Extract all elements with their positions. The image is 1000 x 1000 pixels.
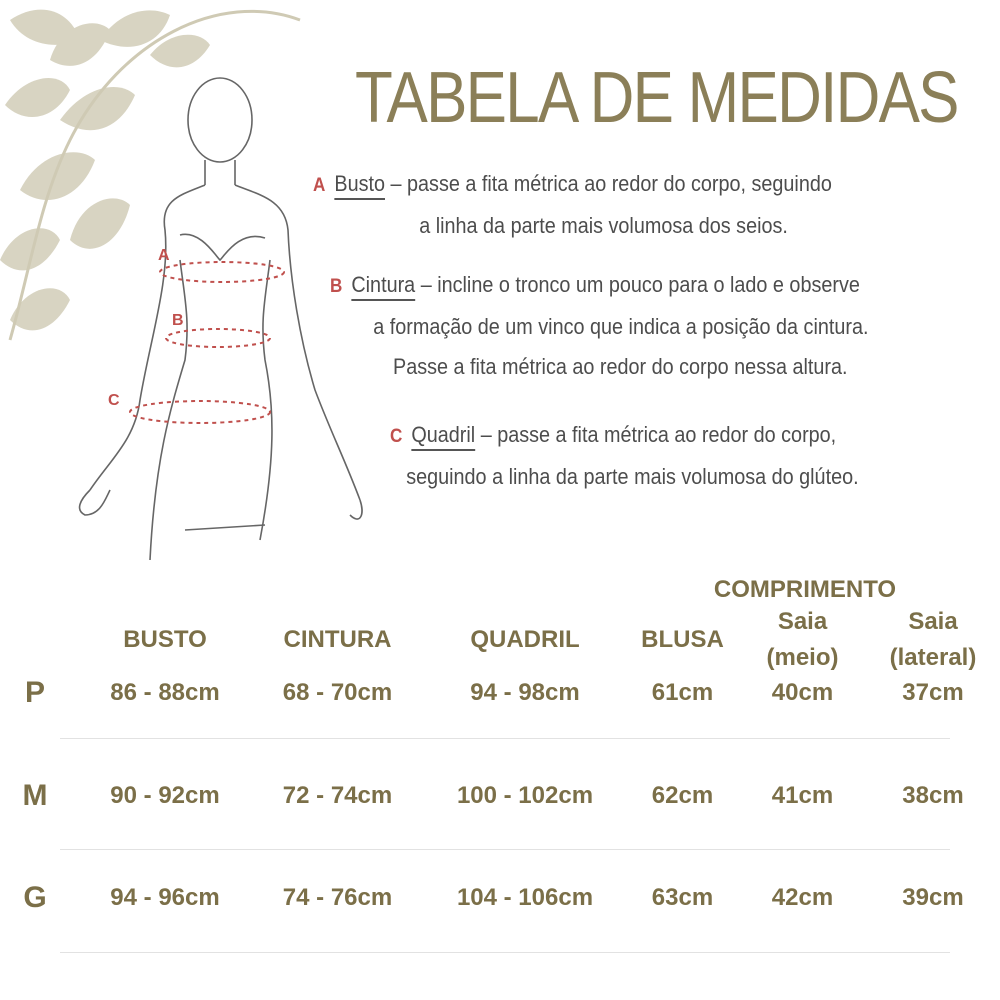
table-cell: 63cm bbox=[651, 884, 714, 911]
measure-c bbox=[390, 415, 859, 497]
row-divider bbox=[60, 738, 950, 739]
header-saia-lateral-line1: Saia bbox=[908, 608, 958, 635]
measure-letter: C bbox=[390, 426, 403, 447]
measure-text: – passe a fita métrica ao redor do corpo, seguindo bbox=[385, 171, 832, 196]
header-blusa: BLUSA bbox=[641, 626, 724, 653]
table-cell: 37cm bbox=[902, 679, 964, 706]
measure-a bbox=[313, 164, 832, 246]
measure-text: a linha da parte mais volumosa dos seios. bbox=[419, 213, 788, 238]
table-cell: 104 - 106cm bbox=[456, 884, 594, 911]
header-saia-lateral bbox=[872, 604, 994, 676]
header-saia-meio bbox=[745, 604, 860, 676]
header-comprimento: COMPRIMENTO bbox=[713, 576, 897, 603]
measure-text: – passe a fita métrica ao redor do corpo, bbox=[475, 422, 837, 447]
measure-term: Cintura bbox=[351, 272, 416, 297]
figure-label-c: C bbox=[108, 392, 120, 409]
header-busto: BUSTO bbox=[123, 626, 207, 653]
measure-term: Busto bbox=[334, 171, 385, 196]
row-divider bbox=[60, 849, 950, 850]
table-cell: 94 - 98cm bbox=[470, 679, 580, 706]
measure-letter: A bbox=[313, 175, 326, 196]
table-cell: 90 - 92cm bbox=[110, 782, 220, 809]
header-saia-meio-line1: Saia bbox=[777, 608, 828, 635]
table-cell: 68 - 70cm bbox=[282, 679, 393, 706]
size-label: P bbox=[24, 676, 45, 709]
table-cell: 39cm bbox=[902, 884, 964, 911]
table-cell: 40cm bbox=[771, 679, 834, 706]
size-label: G bbox=[23, 881, 47, 914]
header-saia-meio-line2: (meio) bbox=[766, 644, 839, 671]
table-cell: 41cm bbox=[771, 782, 834, 809]
table-cell: 94 - 96cm bbox=[110, 884, 220, 911]
size-label: M bbox=[22, 779, 48, 812]
measure-text: Passe a fita métrica ao redor do corpo nessa altura. bbox=[393, 354, 848, 379]
table-cell: 86 - 88cm bbox=[110, 679, 220, 706]
measure-text: seguindo a linha da parte mais volumosa do glúteo. bbox=[406, 464, 859, 489]
measure-term: Quadril bbox=[411, 422, 476, 447]
header-saia-lateral-line2: (lateral) bbox=[889, 644, 977, 671]
figure-label-b: B bbox=[172, 312, 184, 329]
header-quadril: QUADRIL bbox=[470, 626, 580, 653]
measure-letter: B bbox=[330, 276, 343, 297]
page-title: TABELA DE MEDIDAS bbox=[355, 58, 958, 138]
table-cell: 42cm bbox=[771, 884, 834, 911]
row-divider bbox=[60, 952, 950, 953]
table-cell: 72 - 74cm bbox=[282, 782, 393, 809]
measure-text: a formação de um vinco que indica a posição da cintura. bbox=[373, 314, 869, 339]
measure-b bbox=[330, 265, 868, 387]
table-cell: 100 - 102cm bbox=[456, 782, 594, 809]
table-cell: 74 - 76cm bbox=[282, 884, 393, 911]
measure-text: – incline o tronco um pouco para o lado e observe bbox=[415, 272, 860, 297]
table-cell: 38cm bbox=[902, 782, 964, 809]
figure-label-a: A bbox=[158, 247, 170, 264]
header-cintura: CINTURA bbox=[283, 626, 392, 653]
table-cell: 62cm bbox=[651, 782, 714, 809]
table-cell: 61cm bbox=[651, 679, 714, 706]
